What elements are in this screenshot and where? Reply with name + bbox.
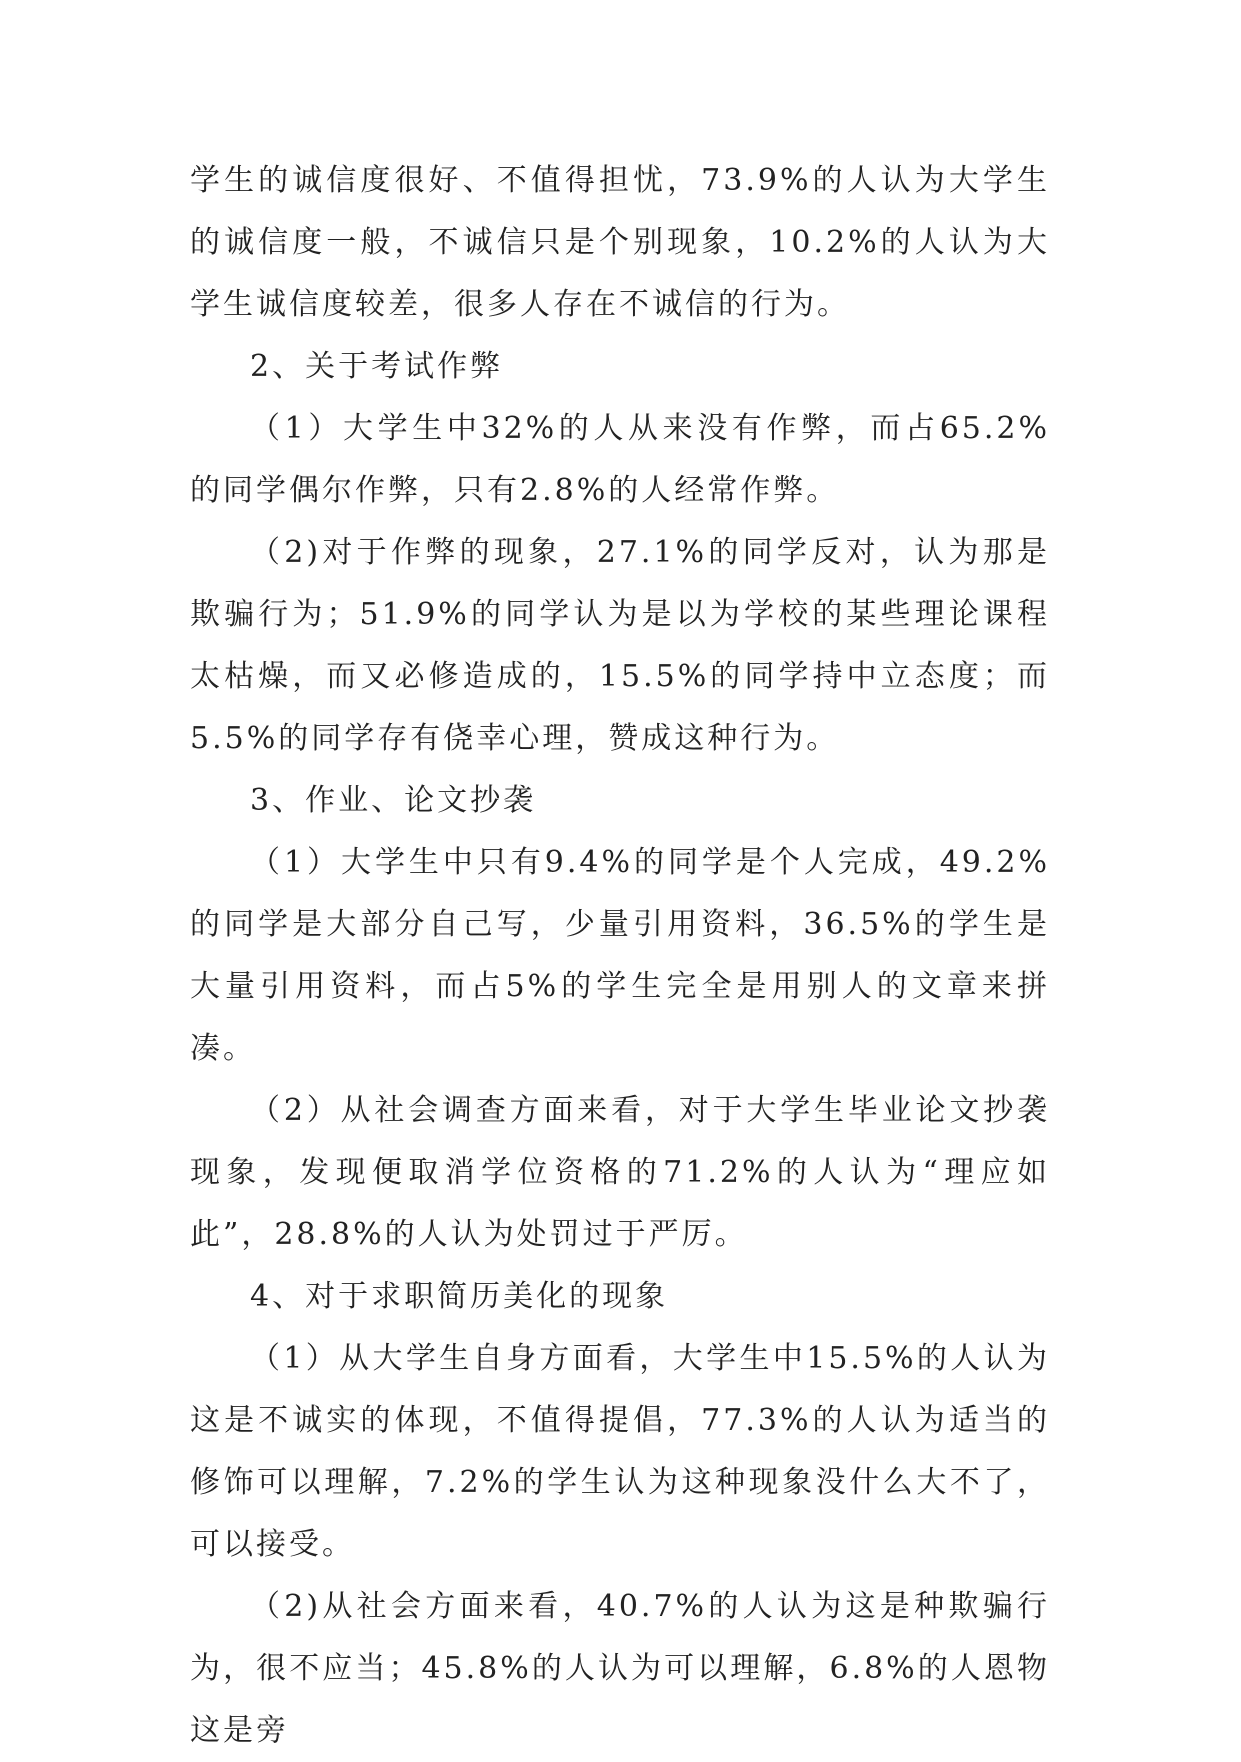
section-heading-exam-cheating: 2、关于考试作弊 <box>250 349 504 384</box>
paragraph: 学生的诚信度很好、不值得担忧，73.9%的人认为大学生的诚信度一般，不诚信只是个别现象，10.2%的人认为大学生诚信度较差，很多人存在不诚信的行为。 <box>190 163 1050 322</box>
paragraph: （2）从社会调查方面来看，对于大学生毕业论文抄袭现象，发现便取消学位资格的71.2%的人认为“理应如此”，28.8%的人认为处罚过于严厉。 <box>190 1093 1050 1252</box>
section-heading-resume: 4、对于求职简历美化的现象 <box>250 1279 669 1314</box>
paragraph: （1）大学生中32%的人从来没有作弊，而占65.2%的同学偶尔作弊，只有2.8%的人经常作弊。 <box>190 411 1050 508</box>
paragraph: （1）从大学生自身方面看，大学生中15.5%的人认为这是不诚实的体现，不值得提倡，77.3%的人认为适当的修饰可以理解，7.2%的学生认为这种现象没什么大不了，可以接受。 <box>190 1341 1050 1562</box>
paragraph: （1）大学生中只有9.4%的同学是个人完成，49.2%的同学是大部分自己写，少量引用资料，36.5%的学生是大量引用资料，而占5%的学生完全是用别人的文章来拼凑。 <box>190 845 1050 1066</box>
document-page <box>190 150 1050 1762</box>
section-heading-plagiarism: 3、作业、论文抄袭 <box>250 783 537 818</box>
paragraph: （2)从社会方面来看，40.7%的人认为这是种欺骗行为，很不应当；45.8%的人认为可以理解，6.8%的人恩物这是旁 <box>190 1589 1050 1748</box>
paragraph: （2)对于作弊的现象，27.1%的同学反对，认为那是欺骗行为；51.9%的同学认为是以为学校的某些理论课程太枯燥，而又必修造成的，15.5%的同学持中立态度；而5.5%的同学存有侥幸心理，赞成这种行为。 <box>190 535 1050 756</box>
